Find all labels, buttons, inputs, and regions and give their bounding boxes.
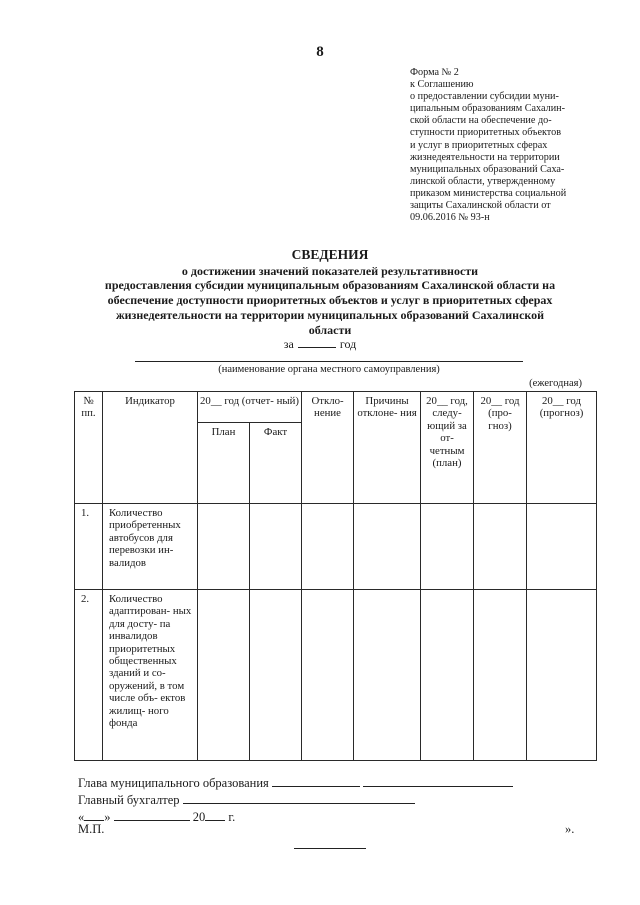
form-reference-line: муниципальных образований Саха- xyxy=(410,163,565,175)
form-reference-line: приказом министерства социальной xyxy=(410,187,567,199)
cell-reasons[interactable] xyxy=(354,504,421,590)
period-year-blank[interactable] xyxy=(298,336,336,348)
header-reasons: Причины отклоне- ния xyxy=(354,392,421,504)
date-year-blank[interactable] xyxy=(205,808,225,821)
cell-plan[interactable] xyxy=(198,590,250,761)
table-row xyxy=(75,504,597,590)
date-close-quote: » xyxy=(104,810,111,824)
row-indicator: Количество адаптирован- ных для досту- па инвалидов приоритетных общественных зданий и со- оружений, в том числе объ- ектов жилищ- ного фонда xyxy=(103,590,198,761)
row-num: 1. xyxy=(75,504,103,590)
row-num: 2. xyxy=(75,590,103,761)
date-open-quote: « xyxy=(78,810,85,824)
title-line: предоставления субсидии муниципальным образованиям Сахалинской области на xyxy=(104,278,556,293)
form-reference-line: ступности приоритетных объектов xyxy=(410,127,562,139)
header-deviation: Откло- нение xyxy=(302,392,354,504)
head-label: Глава муниципального образования xyxy=(78,776,269,790)
stamp-place: М.П. xyxy=(78,822,105,836)
cell-deviation[interactable] xyxy=(302,590,354,761)
form-reference-line: 09.06.2016 № 93-н xyxy=(410,212,490,224)
form-reference-line: о предоставлении субсидии муни- xyxy=(410,91,559,103)
indicators-table xyxy=(74,391,597,761)
org-name-line[interactable] xyxy=(135,361,523,362)
head-signature-blank[interactable] xyxy=(272,774,360,787)
cell-forecast2[interactable] xyxy=(527,590,597,761)
accountant-signature-line xyxy=(78,791,415,808)
accountant-signature-blank[interactable] xyxy=(183,791,415,804)
header-forecast2-year: 20__ год (прогноз) xyxy=(527,392,597,504)
row-indicator: Количество приобретенных автобусов для перевозки ин- валидов xyxy=(103,504,198,590)
header-next-year: 20__ год, следу- ющий за от- четным (план) xyxy=(421,392,474,504)
period-prefix: за xyxy=(283,337,294,351)
form-reference-line: ской области на обеспечение до- xyxy=(410,115,552,127)
header-reporting-year: 20__ год (отчет- ный) xyxy=(198,392,302,423)
org-name-caption: (наименование органа местного самоуправления) xyxy=(218,364,440,375)
title-heading: СВЕДЕНИЯ xyxy=(291,247,369,262)
period-suffix: год xyxy=(339,337,357,351)
form-reference-line: ципальным образованиям Сахалин- xyxy=(410,103,565,115)
cell-forecast[interactable] xyxy=(474,504,527,590)
title-line: о достижении значений показателей результативности xyxy=(181,263,479,278)
cell-next-year[interactable] xyxy=(421,590,474,761)
cell-fact[interactable] xyxy=(250,590,302,761)
header-num: № пп. xyxy=(75,392,103,504)
cell-deviation[interactable] xyxy=(302,504,354,590)
form-reference-line: и услуг в приоритетных сферах xyxy=(410,139,548,151)
date-year-prefix: 20 xyxy=(192,810,206,824)
date-month-blank[interactable] xyxy=(114,808,190,821)
date-year-suffix: г. xyxy=(228,810,236,824)
header-fact: Факт xyxy=(250,423,302,504)
reporting-period xyxy=(0,336,640,352)
page-number: 8 xyxy=(316,44,324,60)
title-line: жизнедеятельности на территории муниципальных образований Сахалинской xyxy=(115,307,545,322)
periodicity-label: (ежегодная) xyxy=(529,378,582,389)
cell-forecast[interactable] xyxy=(474,590,527,761)
header-indicator: Индикатор xyxy=(103,392,198,504)
form-reference-line: линской области, утвержденному xyxy=(410,175,556,187)
bottom-divider xyxy=(294,848,366,849)
head-signature-line xyxy=(78,774,513,791)
form-reference-line: Форма № 2 xyxy=(410,67,459,78)
form-reference-line: к Соглашению xyxy=(410,79,474,91)
head-name-blank[interactable] xyxy=(363,774,513,787)
form-reference-line: жизнедеятельности на территории xyxy=(410,151,560,163)
title-line: обеспечение доступности приоритетных объектов и услуг в приоритетных сферах xyxy=(107,293,553,308)
accountant-label: Главный бухгалтер xyxy=(78,793,180,807)
header-forecast-year: 20__ год (про- гноз) xyxy=(474,392,527,504)
document-title xyxy=(70,248,590,337)
cell-next-year[interactable] xyxy=(421,504,474,590)
title-line: области xyxy=(308,322,352,337)
closing-quote: ». xyxy=(565,822,575,836)
table-row xyxy=(75,590,597,761)
form-reference-line: защиты Сахалинской области от xyxy=(410,200,551,212)
table-header-row xyxy=(75,392,597,423)
cell-forecast2[interactable] xyxy=(527,504,597,590)
form-reference-block xyxy=(410,67,590,224)
cell-reasons[interactable] xyxy=(354,590,421,761)
cell-fact[interactable] xyxy=(250,504,302,590)
date-day-blank[interactable] xyxy=(84,808,104,821)
cell-plan[interactable] xyxy=(198,504,250,590)
header-plan: План xyxy=(198,423,250,504)
